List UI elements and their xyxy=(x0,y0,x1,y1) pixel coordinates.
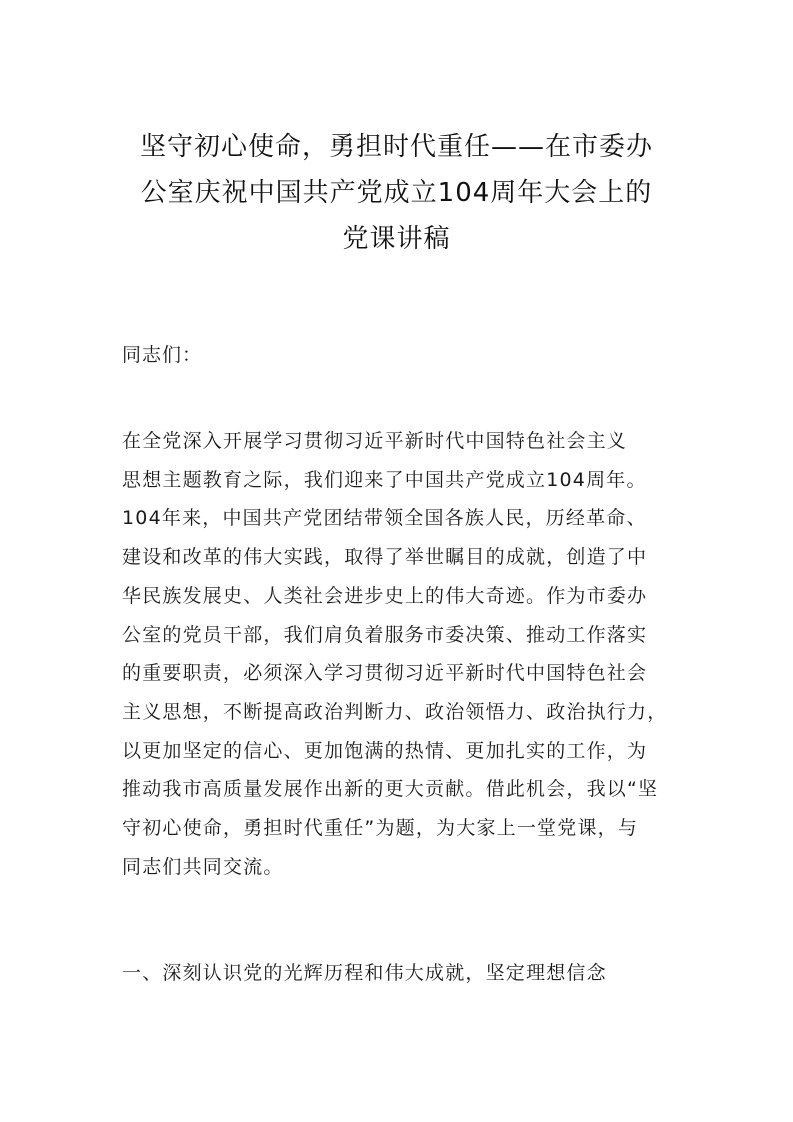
section-heading: 一、深刻认识党的光辉历程和伟大成就，坚定理想信念 xyxy=(122,962,607,984)
document-title: 坚守初心使命，勇担时代重任——在市委办 公室庆祝中国共产党成立104周年大会上的 党课讲稿 xyxy=(139,132,653,254)
greeting-text: 同志们： xyxy=(122,344,203,366)
body-paragraph: 在全党深入开展学习贯彻习近平新时代中国特色社会主义 思想主题教育之际，我们迎来了中国共产党成立104周年。 104年来，中国共产党团结带领全国各族人民，历经革命、 建设和改革的伟大实践，取得了举世瞩目的成就，创造了中 华民族发展史、人类社会进步史上的伟大奇迹。作为市委办 公室的党员干部，我们肩负着服务市委决策、推动工作落实 的重要职责，必须深入学习贯彻习近平新时代中国特色社会 主义思想，不断提高政治判断力、政治领悟力、政治执行力， 以更加坚定的信心、更加饱满的热情、更加扎实的工作，为 推动我市高质量发展作出新的更大贡献。借此机会，我以“坚 守初心使命，勇担时代重任”为题，为大家上一堂党课，与 同志们共同交流。 xyxy=(122,430,668,878)
